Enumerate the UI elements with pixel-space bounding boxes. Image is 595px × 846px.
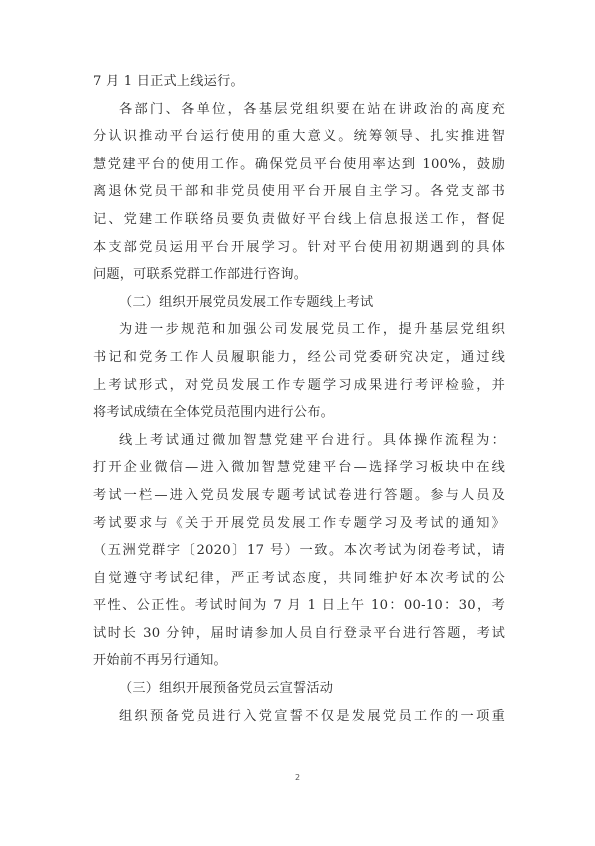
text-line: （五洲党群字〔2020〕17 号）一致。本次考试为闭卷考试，请 [93,543,505,559]
text-line: 考试一栏—进入党员发展专题考试试卷进行答题。参与人员及 [93,487,505,503]
text-line: 自觉遵守考试纪律，严正考试态度，共同维护好本次考试的公 [93,570,505,586]
text-line: 平性、公正性。考试时间为 7 月 1 日上午 10：00-10：30，考 [93,598,505,614]
text-line: 考试要求与《关于开展党员发展工作专题学习及考试的通知》 [93,515,505,531]
text-line: 上考试形式，对党员发展工作专题学习成果进行考评检验，并 [93,377,505,393]
paragraph-start-line: 各部门、各单位，各基层党组织要在站在讲政治的高度充 [119,101,505,117]
paragraph-start-line: 组织预备党员进行入党宣誓不仅是发展党员工作的一项重 [119,708,505,724]
text-line: 记、党建工作联络员要负责做好平台线上信息报送工作，督促 [93,211,505,227]
section-heading: （三）组织开展预备党员云宣誓活动 [119,681,334,697]
text-line: 慧党建平台的使用工作。确保党员平台使用率达到 100%，鼓励 [93,156,505,172]
section-heading: （二）组织开展党员发展工作专题线上考试 [119,294,374,310]
text-line: 本支部党员运用平台开展学习。针对平台使用初期遇到的具体 [93,239,505,255]
text-line: 分认识推动平台运行使用的重大意义。统筹领导、扎实推进智 [93,129,505,145]
text-line: 离退休党员干部和非党员使用平台开展自主学习。各党支部书 [93,184,505,200]
paragraph-start-line: 为进一步规范和加强公司发展党员工作，提升基层党组织 [119,322,505,338]
text-line: 书记和党务工作人员履职能力，经公司党委研究决定，通过线 [93,349,505,365]
page-number: 2 [294,773,301,782]
text-line: 将考试成绩在全体党员范围内进行公布。 [93,405,334,421]
text-line: 试时长 30 分钟，届时请参加人员自行登录平台进行答题，考试 [93,625,505,641]
text-line: 问题，可联系党群工作部进行咨询。 [93,267,308,283]
text-line: 打开企业微信—进入微加智慧党建平台—选择学习板块中在线 [93,460,505,476]
paragraph-start-line: 线上考试通过微加智慧党建平台进行。具体操作流程为： [119,432,505,448]
text-line: 开始前不再另行通知。 [93,653,227,669]
document-body [93,68,505,730]
text-line: 7 月 1 日正式上线运行。 [93,74,244,89]
